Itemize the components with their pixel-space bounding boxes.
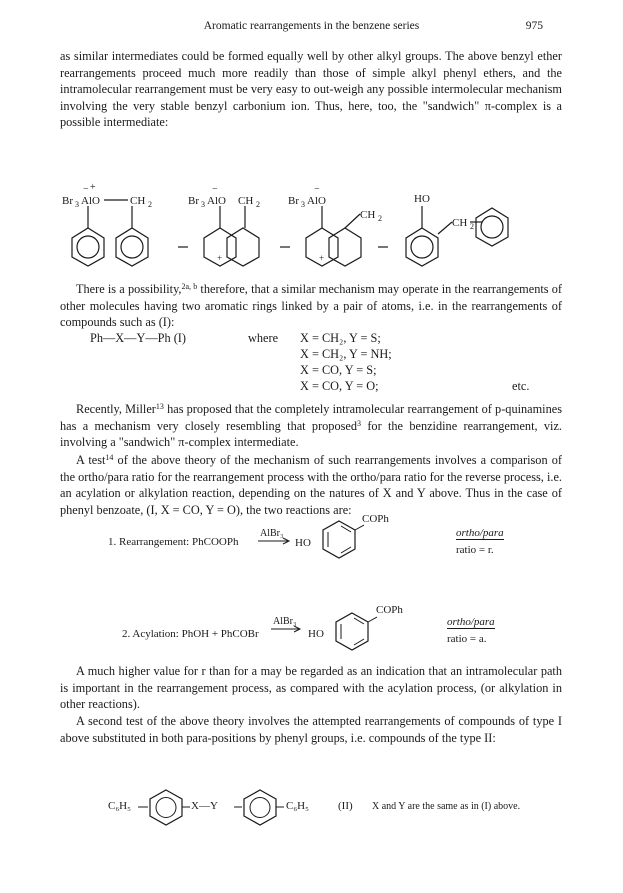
page-number: 975 xyxy=(525,20,543,32)
compound-where: where xyxy=(248,331,279,345)
ch2-label-4: CH xyxy=(452,217,468,229)
svg-text:3: 3 xyxy=(201,200,205,209)
paragraph-4: A test$^{14}$ of the above theory of the mechanism of such rearrangements involves a comparison of the ortho/para ratio for the rearrangement process with the ortho/para ratio for the reverse process, i.e. an acylation or alkylation reaction, depending on the natures of X and Y above. Thus in the case of phenyl benzoate, (I, X = CO, Y = O), the two reactions are: xyxy=(60,453,562,517)
compound-row-1: X = CH₂, Y = S; xyxy=(300,331,381,345)
reaction-2-ho: HO xyxy=(308,628,324,640)
br3alo-label-3: Br xyxy=(288,195,299,207)
paragraph-3: Recently, Miller$^{13}$ has proposed that the completely intramolecular rearrangement of p-quinamines has a mechanism very closely resembling that proposed$^3$ for the benzidine rearrangement, viz. involving a "sandwich" π-complex intermediate. xyxy=(60,402,562,450)
paragraph-1: as similar intermediates could be formed equally well by other alkyl groups. The above benzyl ether rearrangements proceed much more readily than those of simple alkyl phenyl ethers, and the intramolecular rearrangement must be very easy to out-weigh any possible intermolecular mechanism involving the very stable benzyl carbonium ion. Thus, here, too, the "sandwich" π-complex is a possible intermediate: xyxy=(60,49,562,130)
paragraph-6: A second test of the above theory involves the attempted rearrangements of compounds of type I above substituted in both para-positions by phenyl groups, i.e. compounds of the type II: xyxy=(60,714,562,745)
svg-text:3: 3 xyxy=(301,200,305,209)
svg-text:3: 3 xyxy=(75,200,79,209)
reaction-1-coph: COPh xyxy=(362,513,389,525)
sandwich-complex-scheme xyxy=(60,178,560,270)
reaction-1-ratio-top: ortho/para xyxy=(456,527,504,539)
reaction-2-label: 2. Acylation: PhOH + PhCOBr xyxy=(122,628,259,640)
paragraph-2: There is a possibility,$^{2a, b}$ therefore, that a similar mechanism may operate in the rearrangements of other molecules having two aromatic rings linked by a pair of atoms, i.e. in the rearrangements of compounds such as (I): xyxy=(60,282,563,330)
svg-text:+: + xyxy=(217,253,223,263)
reaction-2-reagent: AlBr₃ xyxy=(273,616,297,627)
running-header: Aromatic rearrangements in the benzene series xyxy=(203,20,420,32)
reaction-1-reagent: AlBr₃ xyxy=(260,528,284,539)
svg-text:AlO: AlO xyxy=(81,195,100,207)
formula-2-note: X and Y are the same as in (I) above. xyxy=(372,801,521,812)
reaction-2-product-ring xyxy=(327,607,377,657)
reaction-1-ho: HO xyxy=(295,537,311,549)
compound-formula: Ph—X—Y—Ph (I) xyxy=(90,331,186,345)
br3alo-label-2: Br xyxy=(188,195,199,207)
reaction-2-arrow xyxy=(271,624,305,634)
compound-row-4: X = CO, Y = O; xyxy=(300,379,379,393)
compound-etc: etc. xyxy=(512,379,530,393)
svg-text:AlO: AlO xyxy=(207,195,226,207)
ch2-label-3: CH xyxy=(360,209,376,221)
reaction-1-product-ring xyxy=(314,515,364,565)
formula-2-middle: X—Y xyxy=(191,800,218,812)
svg-text:2: 2 xyxy=(470,222,474,231)
svg-text:+: + xyxy=(90,182,96,193)
ch2-label-1: CH xyxy=(130,195,146,207)
formula-2-right: C₆H₅ xyxy=(286,800,309,812)
reaction-1-ratio-bottom: ratio = r. xyxy=(456,544,494,556)
br3alo-label-1: Br xyxy=(62,195,73,207)
ho-label: HO xyxy=(414,193,430,205)
formula-2-left: C₆H₅ xyxy=(108,800,131,812)
svg-text:−: − xyxy=(314,184,320,195)
ch2-label-2: CH xyxy=(238,195,254,207)
compound-row-3: X = CO, Y = S; xyxy=(300,363,377,377)
reaction-2-ratio-top: ortho/para xyxy=(447,616,495,628)
svg-text:2: 2 xyxy=(148,200,152,209)
paragraph-5: A much higher value for r than for a may be regarded as an indication that an intramolecular path is important in the rearrangement process, as compared with the acylation process, (or alkylation in other reactions). xyxy=(60,664,562,712)
reaction-1-arrow xyxy=(258,536,294,546)
compound-row-2: X = CH₂, Y = NH; xyxy=(300,347,392,361)
svg-text:−: − xyxy=(83,184,89,195)
svg-text:+: + xyxy=(319,253,325,263)
reaction-2-ratio-bottom: ratio = a. xyxy=(447,633,487,645)
svg-text:−: − xyxy=(212,184,218,195)
formula-2-label: (II) xyxy=(338,800,353,812)
reaction-1-label: 1. Rearrangement: PhCOOPh xyxy=(108,536,239,548)
svg-text:AlO: AlO xyxy=(307,195,326,207)
svg-text:2: 2 xyxy=(256,200,260,209)
svg-text:2: 2 xyxy=(378,214,382,223)
reaction-2-coph: COPh xyxy=(376,604,403,616)
